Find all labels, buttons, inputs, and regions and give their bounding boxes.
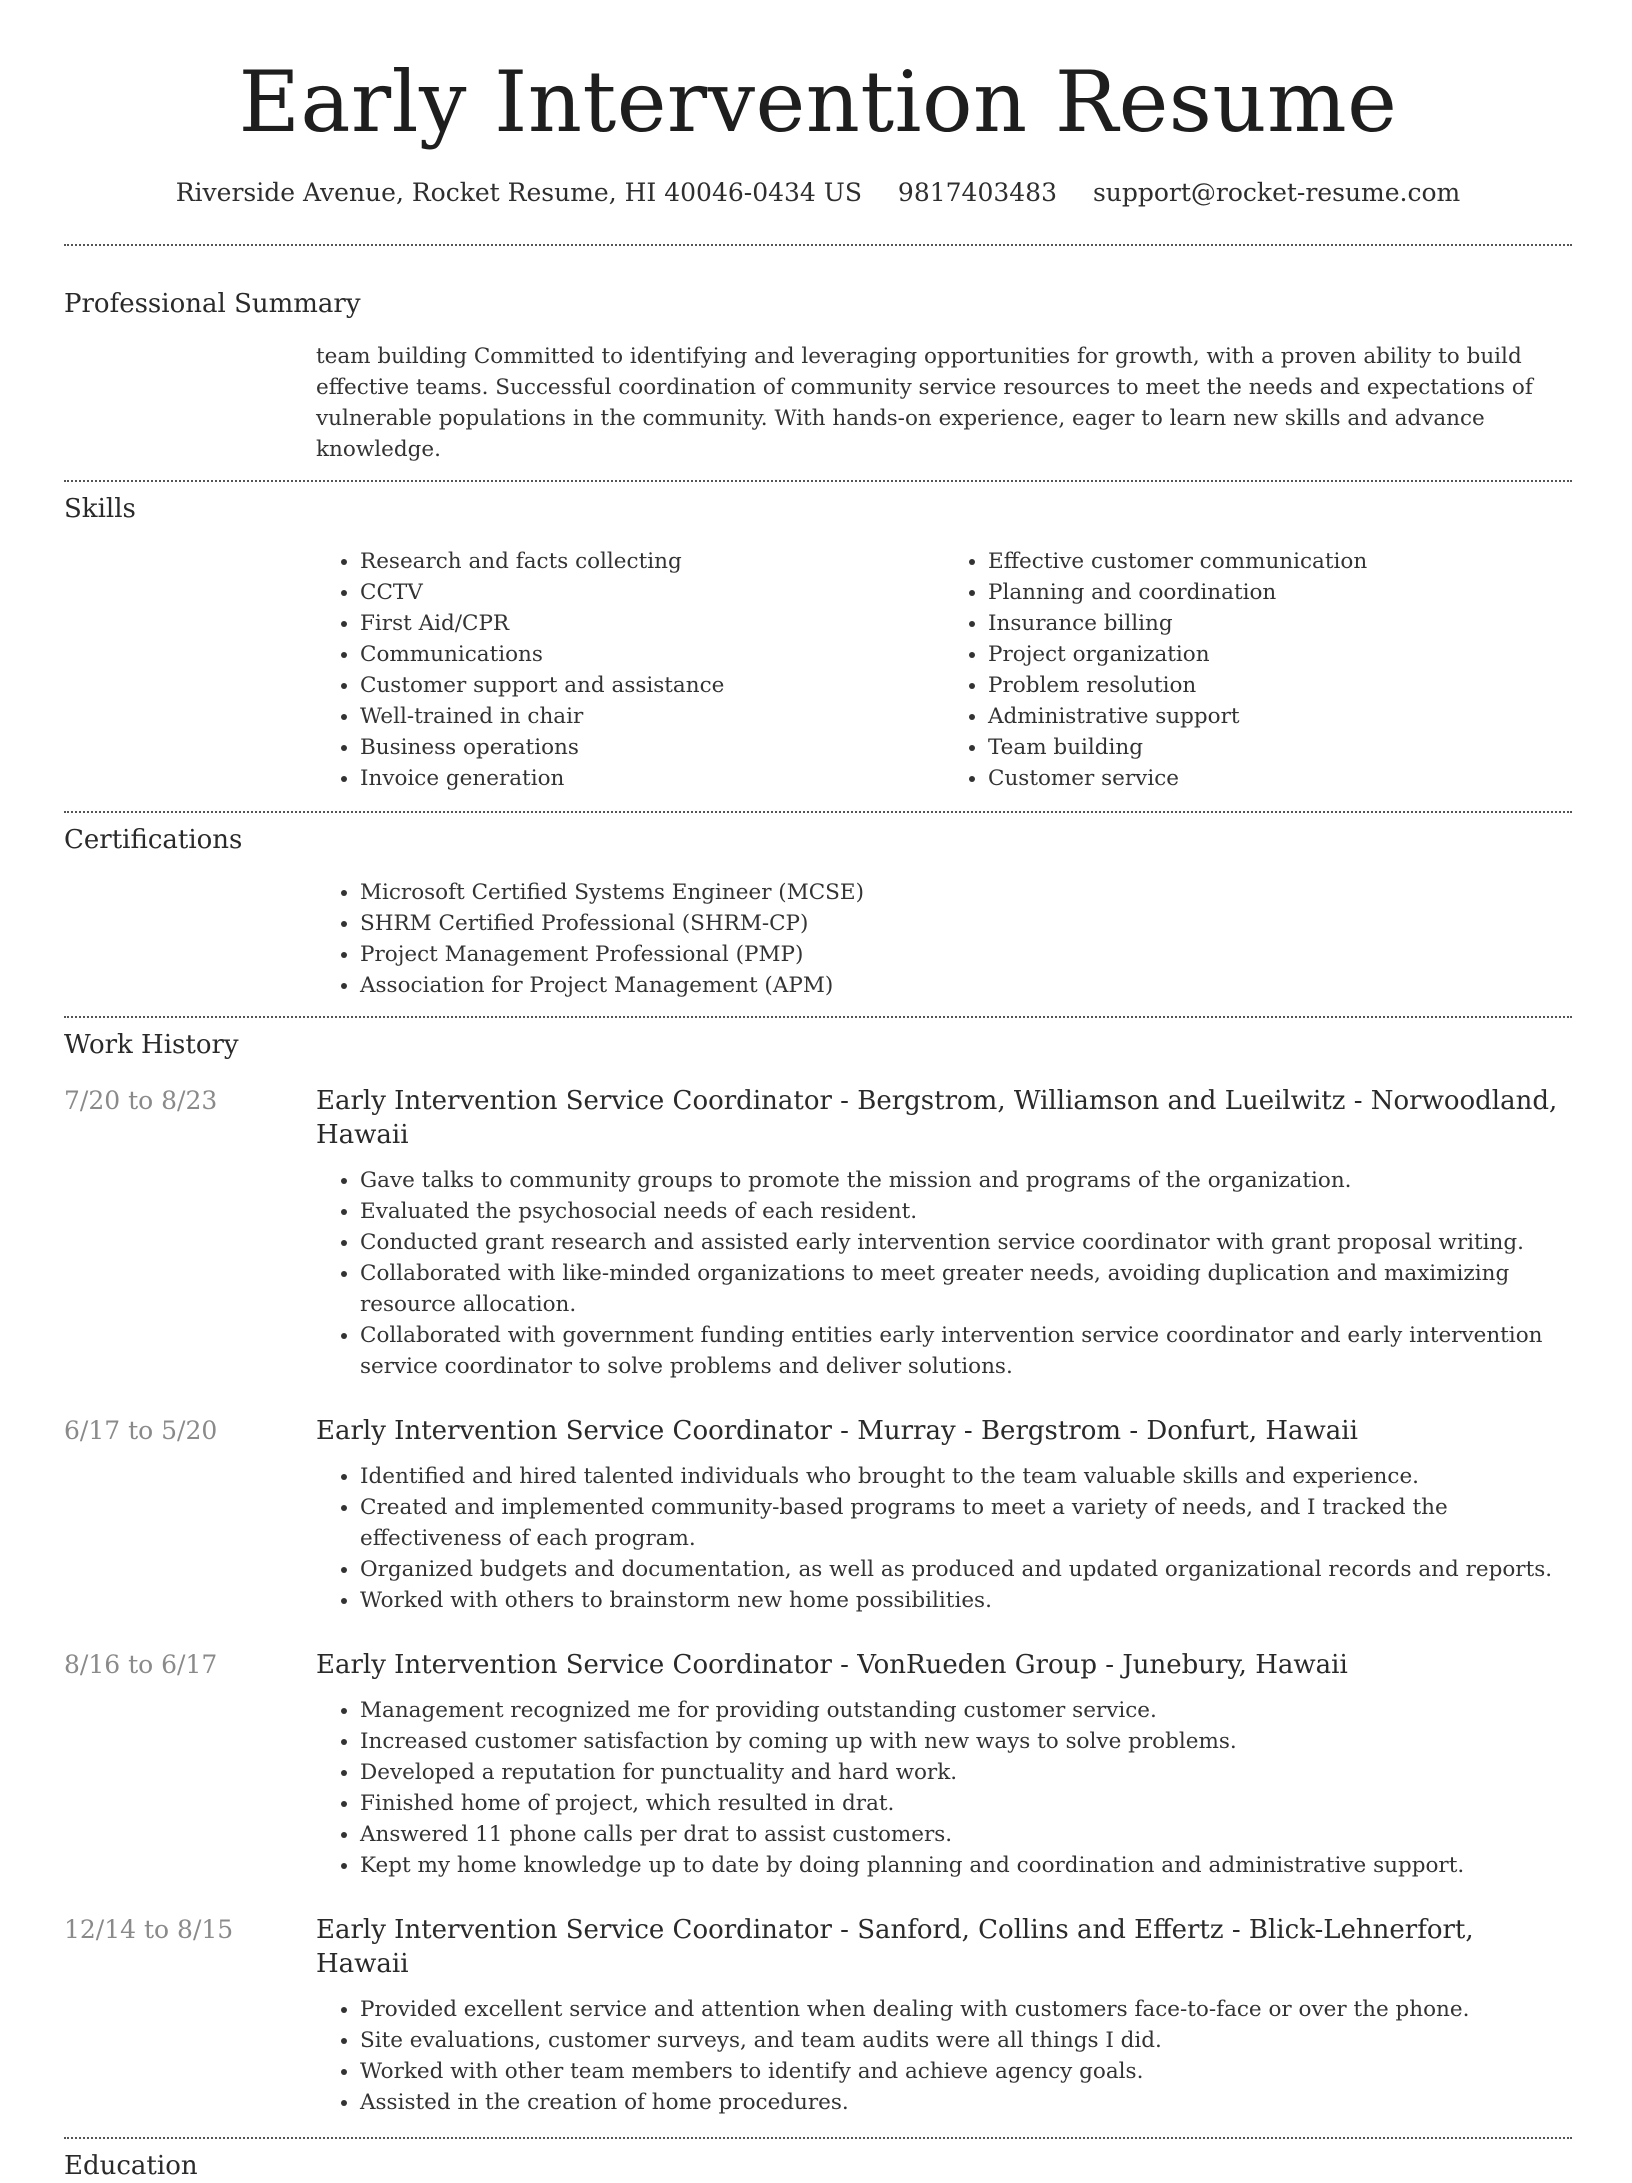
job-title: Early Intervention Service Coordinator - Bergstrom, Williamson and Lueilwitz - Norwoodland, Hawaii [316, 1086, 1558, 1150]
certification-item: • Microsoft Certified Systems Engineer (MCSE) [360, 877, 1572, 908]
job-bullet: • Conducted grant research and assisted early intervention service coordinator with grant proposal writing. [360, 1227, 1572, 1258]
job-bullet: • Collaborated with government funding entities early intervention service coordinator and early intervention service coordinator to solve problems and deliver solutions. [360, 1320, 1572, 1382]
skill-item: • Planning and coordination [988, 577, 1572, 608]
section-divider [64, 1016, 1572, 1018]
job-bullet: • Collaborated with like-minded organizations to meet greater needs, avoiding duplication and maximizing resource allocation. [360, 1258, 1572, 1320]
job-bullet: • Evaluated the psychosocial needs of each resident. [360, 1196, 1572, 1227]
section-divider [64, 480, 1572, 482]
skill-item: • Research and facts collecting [360, 546, 944, 577]
job-bullets [316, 1695, 1572, 1881]
job-dates: 12/14 to 8/15 [64, 1915, 234, 1944]
summary-text: team building Committed to identifying and leveraging opportunities for growth, with a proven ability to build effective teams. Successful coordination of community service resources to meet the needs and expectations of vulnerable populations in the community. With hands-on experience, eager to learn new skills and advance knowledge. [316, 344, 1533, 462]
resume-name: Early Intervention Resume [238, 53, 1398, 151]
job-dates: 8/16 to 6/17 [64, 1650, 218, 1679]
job-entry [64, 1648, 1572, 1881]
job-details [316, 1084, 1572, 1382]
section-divider [64, 811, 1572, 813]
job-bullet: • Developed a reputation for punctuality and hard work. [360, 1757, 1572, 1788]
job-details [316, 1648, 1572, 1881]
job-bullet: • Kept my home knowledge up to date by doing planning and coordination and administrative support. [360, 1850, 1572, 1881]
job-bullet: • Finished home of project, which resulted in drat. [360, 1788, 1572, 1819]
job-bullets [316, 1461, 1572, 1616]
skill-item: • Customer service [988, 763, 1572, 794]
section-divider [64, 2137, 1572, 2139]
job-bullet: • Worked with others to brainstorm new home possibilities. [360, 1585, 1572, 1616]
job-bullet: • Provided excellent service and attention when dealing with customers face-to-face or over the phone. [360, 1994, 1572, 2025]
certifications-list [316, 877, 1572, 1001]
job-bullets [316, 1994, 1572, 2118]
skill-item: • Insurance billing [988, 608, 1572, 639]
education-heading: Education [64, 2151, 198, 2181]
summary-section [316, 341, 1572, 465]
job-title: Early Intervention Service Coordinator - Murray - Bergstrom - Donfurt, Hawaii [316, 1416, 1358, 1446]
work-history-heading: Work History [64, 1030, 239, 1060]
skill-item: • Business operations [360, 732, 944, 763]
job-bullet: • Worked with other team members to identify and achieve agency goals. [360, 2056, 1572, 2087]
contact-address: Riverside Avenue, Rocket Resume, HI 40046-0434 US [175, 178, 862, 207]
job-bullet: • Created and implemented community-based programs to meet a variety of needs, and I tracked the effectiveness of each program. [360, 1492, 1572, 1554]
job-entry [64, 1414, 1572, 1616]
job-details [316, 1414, 1572, 1616]
job-bullet: • Organized budgets and documentation, as well as produced and updated organizational records and reports. [360, 1554, 1572, 1585]
certification-item: • SHRM Certified Professional (SHRM-CP) [360, 908, 1572, 939]
job-bullet: • Site evaluations, customer surveys, and team audits were all things I did. [360, 2025, 1572, 2056]
skill-item: • Team building [988, 732, 1572, 763]
job-entry [64, 1084, 1572, 1382]
summary-heading: Professional Summary [64, 289, 361, 319]
job-details [316, 1913, 1572, 2118]
skills-list-right [944, 546, 1572, 794]
job-bullet: • Gave talks to community groups to promote the mission and programs of the organization. [360, 1165, 1572, 1196]
contact-email: support@rocket-resume.com [1092, 178, 1461, 207]
skill-item: • First Aid/CPR [360, 608, 944, 639]
skill-item: • Customer support and assistance [360, 670, 944, 701]
job-bullet: • Management recognized me for providing outstanding customer service. [360, 1695, 1572, 1726]
job-bullet: • Assisted in the creation of home procedures. [360, 2087, 1572, 2118]
job-entry [64, 1913, 1572, 2118]
skill-item: • Well-trained in chair [360, 701, 944, 732]
job-dates: 7/20 to 8/23 [64, 1086, 218, 1115]
job-title: Early Intervention Service Coordinator - Sanford, Collins and Effertz - Blick-Lehnerfort, Hawaii [316, 1915, 1474, 1979]
section-divider [64, 244, 1572, 246]
skills-heading: Skills [64, 494, 136, 524]
certification-item: • Project Management Professional (PMP) [360, 939, 1572, 970]
job-bullet: • Answered 11 phone calls per drat to assist customers. [360, 1819, 1572, 1850]
certifications-heading: Certifications [64, 825, 243, 855]
job-title: Early Intervention Service Coordinator - VonRueden Group - Junebury, Hawaii [316, 1650, 1348, 1680]
job-bullets [316, 1165, 1572, 1382]
contact-line [64, 176, 1572, 210]
skill-item: • Effective customer communication [988, 546, 1572, 577]
resume-page [64, 0, 1572, 2183]
skills-section [316, 546, 1572, 794]
skills-list-left [316, 546, 944, 794]
skill-item: • Problem resolution [988, 670, 1572, 701]
skill-item: • Invoice generation [360, 763, 944, 794]
skill-item: • Project organization [988, 639, 1572, 670]
certifications-section [316, 877, 1572, 1001]
job-dates: 6/17 to 5/20 [64, 1416, 218, 1445]
skill-item: • Communications [360, 639, 944, 670]
skill-item: • Administrative support [988, 701, 1572, 732]
contact-phone: 9817403483 [897, 178, 1057, 207]
certification-item: • Association for Project Management (APM) [360, 970, 1572, 1001]
skill-item: • CCTV [360, 577, 944, 608]
job-bullet: • Identified and hired talented individuals who brought to the team valuable skills and experience. [360, 1461, 1572, 1492]
job-bullet: • Increased customer satisfaction by coming up with new ways to solve problems. [360, 1726, 1572, 1757]
